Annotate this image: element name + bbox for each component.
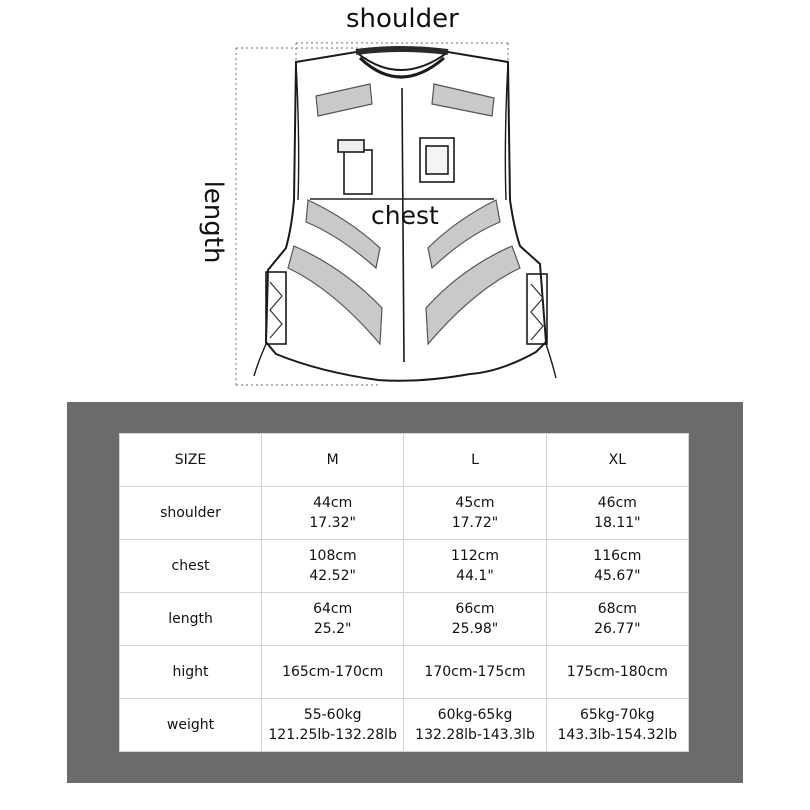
table-row [120, 646, 689, 699]
table-header-cell: M [262, 434, 404, 487]
cell-metric: 66cm [455, 601, 495, 617]
table-cell [404, 646, 546, 699]
shoulder-label: shoulder [346, 4, 459, 34]
vest-pockets [338, 138, 454, 194]
cell-metric: 108cm [308, 548, 357, 564]
cell-metric: 165cm-170cm [282, 664, 384, 680]
table-row [120, 540, 689, 593]
table-header-cell: SIZE [120, 434, 262, 487]
cell-metric: 116cm [593, 548, 642, 564]
cell-imperial: 44.1" [456, 568, 494, 584]
left-pocket [344, 150, 372, 194]
cell-imperial: 26.77" [594, 621, 641, 637]
table-cell [546, 699, 688, 752]
cell-metric: 46cm [597, 495, 637, 511]
table-cell [404, 540, 546, 593]
cell-metric: 44cm [313, 495, 353, 511]
cell-imperial: 17.72" [451, 515, 499, 531]
cell-metric: 112cm [450, 548, 500, 564]
cell-imperial: 121.25lb-132.28lb [268, 727, 397, 743]
cell-imperial: 25.98" [451, 621, 499, 637]
table-row [120, 487, 689, 540]
cell-metric: 60kg-65kg [437, 707, 513, 723]
table-cell [404, 699, 546, 752]
table-row [120, 699, 689, 752]
cell-imperial: 45.67" [594, 568, 641, 584]
table-header-row [120, 434, 689, 487]
side-lacing [270, 282, 543, 340]
cell-imperial: 132.28lb-143.3lb [415, 727, 535, 743]
table-cell [404, 593, 546, 646]
table-cell [546, 593, 688, 646]
cell-imperial: 25.2" [313, 621, 352, 637]
row-label: length [120, 593, 262, 646]
table-cell [262, 540, 404, 593]
cell-metric: 64cm [313, 601, 353, 617]
size-chart-table [119, 433, 689, 752]
size-chart-panel [67, 402, 743, 783]
table-cell [404, 487, 546, 540]
cell-metric: 175cm-180cm [566, 664, 668, 680]
table-cell [546, 487, 688, 540]
table-header-cell: L [404, 434, 546, 487]
cell-imperial: 17.32" [309, 515, 356, 531]
cell-imperial: 18.11" [594, 515, 641, 531]
row-label: shoulder [120, 487, 262, 540]
table-row [120, 593, 689, 646]
table-cell [262, 487, 404, 540]
vest-illustration [0, 0, 810, 400]
row-label: hight [120, 646, 262, 699]
cell-imperial: 143.3lb-154.32lb [557, 727, 678, 743]
cell-metric: 65kg-70kg [579, 707, 655, 723]
table-cell [546, 646, 688, 699]
chest-label: chest [371, 201, 439, 230]
cell-metric: 55-60kg [303, 707, 362, 723]
vest-size-diagram [0, 0, 810, 400]
table-cell [262, 593, 404, 646]
table-cell [546, 540, 688, 593]
table-cell [262, 699, 404, 752]
cell-imperial: 42.52" [309, 568, 356, 584]
table-cell [262, 646, 404, 699]
cell-metric: 45cm [455, 495, 495, 511]
row-label: chest [120, 540, 262, 593]
length-label: length [198, 180, 228, 264]
row-label: weight [120, 699, 262, 752]
cell-metric: 170cm-175cm [424, 664, 526, 680]
cell-metric: 68cm [597, 601, 637, 617]
table-header-cell: XL [546, 434, 688, 487]
